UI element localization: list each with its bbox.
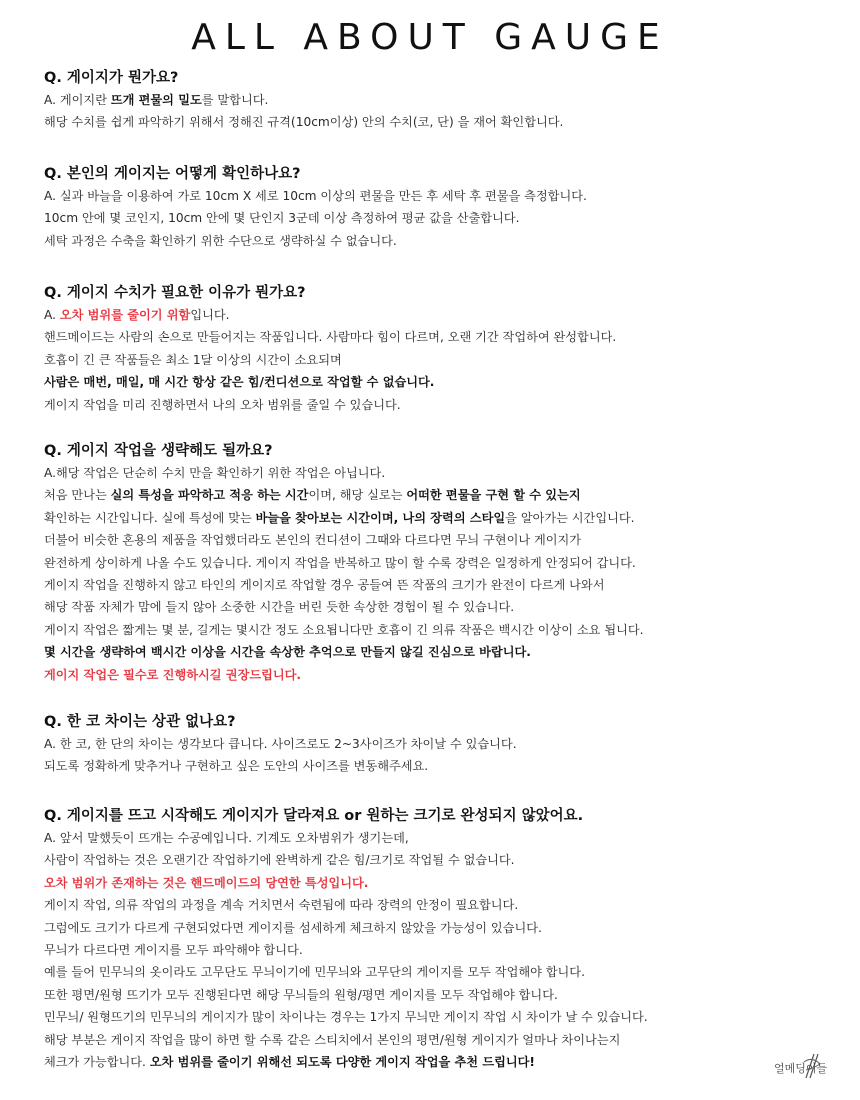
faq-answer-line: 그럼에도 크기가 다르게 구현되었다면 게이지를 섬세하게 체크하지 않았을 가능성이 있습니다. bbox=[44, 920, 542, 935]
faq-answer-line: 게이지 작업은 짧게는 몇 분, 길게는 몇시간 정도 소요됩니다만 호흡이 긴 의류 작품은 백시간 이상이 소요 됩니다. bbox=[44, 622, 644, 637]
faq-answer-line: 예를 들어 민무늬의 옷이라도 고무단도 무늬이기에 민무늬와 고무단의 게이지를 모두 작업해야 합니다. bbox=[44, 965, 585, 980]
faq-answer-line: 사람이 작업하는 것은 오랜기간 작업하기에 완벽하게 같은 힘/크기로 작업될 수 없습니다. bbox=[44, 853, 515, 868]
faq-question: Q. 게이지가 뭔가요? bbox=[44, 70, 179, 86]
faq-answer-line: A. 한 코, 한 단의 차이는 생각보다 큽니다. 사이즈로도 2~3사이즈가 차이날 수 있습니다. bbox=[44, 737, 517, 751]
faq-section-why-gauge bbox=[44, 282, 844, 416]
faq-answer-line: 게이지 작업을 미리 진행하면서 나의 오차 범위를 줄일 수 있습니다. bbox=[44, 397, 401, 412]
faq-answer-line: A. 오차 범위를 줄이기 위함입니다. bbox=[44, 308, 230, 322]
faq-answer-line: 10cm 안에 몇 코인지, 10cm 안에 몇 단인지 3군데 이상 측정하여 평균 값을 산출합니다. bbox=[44, 211, 520, 226]
logo-text: 얼메딩이들 bbox=[774, 1062, 828, 1075]
page-title: ALL ABOUT GAUGE bbox=[191, 17, 669, 58]
faq-answer-line: 세탁 과정은 수축을 확인하기 위한 수단으로 생략하실 수 없습니다. bbox=[44, 233, 397, 248]
faq-answer-line: 오차 범위가 존재하는 것은 핸드메이드의 당연한 특성입니다. bbox=[44, 875, 369, 890]
faq-answer-line: 게이지 작업은 필수로 진행하시길 권장드립니다. bbox=[44, 667, 302, 682]
faq-question: Q. 게이지 수치가 필요한 이유가 뭔가요? bbox=[44, 285, 306, 301]
faq-answer-line: 되도록 정확하게 맞추거나 구현하고 싶은 도안의 사이즈를 변동해주세요. bbox=[44, 759, 429, 774]
faq-question: Q. 한 코 차이는 상관 없나요? bbox=[44, 714, 236, 730]
faq-answer-line: 확인하는 시간입니다. 실에 특성에 맞는 바늘을 찾아보는 시간이며, 나의 장력의 스타일을 알아가는 시간입니다. bbox=[44, 510, 635, 525]
faq-answer-line: A.해당 작업은 단순히 수치 만을 확인하기 위한 작업은 아닙니다. bbox=[44, 466, 386, 480]
faq-answer-line: 게이지 작업, 의류 작업의 과정을 계속 거치면서 숙련됨에 따라 장력의 안정이 필요합니다. bbox=[44, 898, 519, 913]
faq-answer-line: 해당 작품 자체가 맘에 들지 않아 소중한 시간을 버린 듯한 속상한 경험이 될 수 있습니다. bbox=[44, 600, 515, 615]
brand-logo bbox=[770, 1048, 850, 1088]
faq-answer-line: 게이지 작업을 진행하지 않고 타인의 게이지로 작업할 경우 공들여 뜬 작품의 크기가 완전이 다르게 나와서 bbox=[44, 578, 605, 593]
yarn-needle-logo-icon bbox=[770, 1048, 850, 1088]
faq-answer-line: 또한 평면/원형 뜨기가 모두 진행된다면 해당 무늬들의 원형/평면 게이지를 모두 작업해야 합니다. bbox=[44, 987, 558, 1002]
faq-answer-line: 핸드메이드는 사람의 손으로 만들어지는 작품입니다. 사람마다 힘이 다르며, 오랜 기간 작업하여 완성합니다. bbox=[44, 330, 617, 345]
faq-section-gauge-changed bbox=[44, 805, 844, 1073]
faq-answer-line: 사람은 매번, 매일, 매 시간 항상 같은 힘/컨디션으로 작업할 수 없습니다. bbox=[44, 375, 435, 390]
faq-question: Q. 게이지 작업을 생략해도 될까요? bbox=[44, 443, 273, 459]
faq-answer-line: A. 게이지란 뜨개 편물의 밀도를 말합니다. bbox=[44, 93, 269, 107]
faq-section-gauge-definition bbox=[44, 67, 844, 134]
faq-answer-line: A. 앞서 말했듯이 뜨개는 수공예입니다. 기계도 오차범위가 생기는데, bbox=[44, 831, 409, 845]
faq-answer-line: 호흡이 긴 큰 작품들은 최소 1달 이상의 시간이 소요되며 bbox=[44, 352, 342, 367]
faq-section-check-gauge bbox=[44, 163, 844, 252]
faq-question: Q. 본인의 게이지는 어떻게 확인하나요? bbox=[44, 166, 301, 182]
faq-answer-line: 해당 수치를 쉽게 파악하기 위해서 정해진 규격(10cm이상) 안의 수치(코, 단) 을 재어 확인합니다. bbox=[44, 115, 564, 130]
faq-answer-line: A. 실과 바늘을 이용하여 가로 10cm X 세로 10cm 이상의 편물을 만든 후 세탁 후 편물을 측정합니다. bbox=[44, 189, 587, 203]
faq-answer-line: 완전하게 상이하게 나올 수도 있습니다. 게이지 작업을 반복하고 많이 할 수록 장력은 일정하게 안정되어 갑니다. bbox=[44, 555, 636, 570]
faq-answer-line: 몇 시간을 생략하여 백시간 이상을 시간을 속상한 추억으로 만들지 않길 진심으로 바랍니다. bbox=[44, 645, 531, 660]
faq-answer-line: 해당 부분은 게이지 작업을 많이 하면 할 수록 같은 스티치에서 본인의 평면/원형 게이지가 얼마나 차이나는지 bbox=[44, 1032, 621, 1047]
faq-question: Q. 게이지를 뜨고 시작해도 게이지가 달라져요 or 원하는 크기로 완성되지 않았어요. bbox=[44, 808, 584, 824]
faq-section-one-stitch bbox=[44, 711, 844, 778]
faq-answer-line: 민무늬/ 원형뜨기의 민무늬의 게이지가 많이 차이나는 경우는 1가지 무늬만 게이지 작업 시 차이가 날 수 있습니다. bbox=[44, 1010, 648, 1025]
faq-answer-line: 무늬가 다르다면 게이지를 모두 파악해야 합니다. bbox=[44, 943, 303, 958]
faq-answer-line: 더불어 비슷한 혼용의 제품을 작업했더라도 본인의 컨디션이 그때와 다르다면 무늬 구현이나 게이지가 bbox=[44, 533, 582, 548]
faq-answer-line: 처음 만나는 실의 특성을 파악하고 적응 하는 시간이며, 해당 실로는 어떠한 편물을 구현 할 수 있는지 bbox=[44, 488, 581, 503]
faq-section-skip-gauge bbox=[44, 440, 844, 686]
faq-answer-line: 체크가 가능합니다. 오차 범위를 줄이기 위해선 되도록 다양한 게이지 작업을 추천 드립니다! bbox=[44, 1055, 535, 1070]
